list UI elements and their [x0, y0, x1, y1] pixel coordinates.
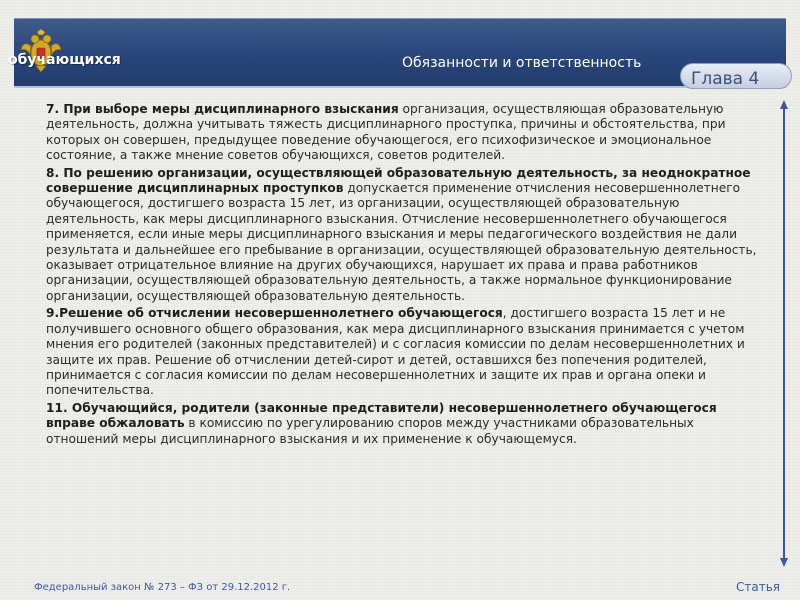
- footer-law-link[interactable]: Федеральный закон № 273 – ФЗ от 29.12.2012 г.: [34, 582, 291, 593]
- paragraph-9: [46, 306, 766, 398]
- scrollbar-line[interactable]: [783, 108, 785, 560]
- chapter-label: Глава 4: [691, 69, 760, 89]
- scroll-down-arrow-icon[interactable]: [780, 558, 788, 567]
- footer-article-link[interactable]: Статья: [736, 580, 781, 594]
- header-subtitle: обучающихся: [8, 52, 121, 68]
- paragraph-7-text: организация, осуществляющая образовательную деятельность, должна учитывать тяжесть дисциплинарного проступка, причины и обстоятельства, при которых он совершен, предыдущее поведение обучающегося, его психофизическое и эмоциональное состояние, а также мнение советов обучающихся, советов родителей.: [46, 102, 726, 163]
- paragraph-9-heading: 9.Решение об отчислении несовершеннолетнего обучающегося: [46, 306, 503, 321]
- chapter-badge[interactable]: [680, 63, 792, 89]
- paragraph-11-text: в комиссию по урегулированию споров между участниками образовательных отношений меры дисциплинарного взыскания и их применение к обучающемуся.: [46, 416, 694, 446]
- paragraph-11-heading: 11. Обучающийся, родители (законные представители) несовершеннолетнего обучающегося вправе обжаловать: [46, 400, 717, 431]
- paragraph-9-text: , достигшего возраста 15 лет и не получившего основного общего образования, как мера дисциплинарного взыскания принимается с учетом мнения его родителей (законных представителей) и с согласия комиссии по делам несовершеннолетних и защите их прав. Решение об отчислении детей-сирот и детей, оставшихся без попечения родителей, принимается с согласия комиссии по делам несовершеннолетних и защите их прав и органа опеки и попечительства.: [46, 306, 745, 398]
- paragraph-8: [46, 166, 766, 305]
- paragraph-7-heading: 7. При выборе меры дисциплинарного взыскания: [46, 102, 399, 116]
- paragraph-8-heading: 8. По решению организации, осуществляющей образовательную деятельность, за неоднократное совершение дисциплинарных проступков: [46, 165, 751, 196]
- paragraph-8-text: допускается применение отчисления несовершеннолетнего обучающегося, достигшего возраста 15 лет, из организации, осуществляющей образовательную деятельность, как меры дисциплинарного взыскания. Отчисление несовершеннолетнего обучающегося применяется, если иные меры дисциплинарного взыскания и меры педагогического воздействия не дали результата и дальнейшее его пребывание в организации, осуществляющей образовательную деятельность, оказывает отрицательное влияние на других обучающихся, нарушает их права и права работников организации, осуществляющей образовательную деятельность, а также нормальное функционирование организации, осуществляющей образовательную деятельность.: [46, 181, 757, 303]
- paragraph-7: [46, 102, 766, 164]
- main-content: [46, 102, 766, 449]
- paragraph-11: [46, 401, 766, 447]
- header-band: [14, 18, 786, 88]
- scrollbar[interactable]: [780, 100, 788, 570]
- page-title: Обязанности и ответственность: [402, 55, 642, 71]
